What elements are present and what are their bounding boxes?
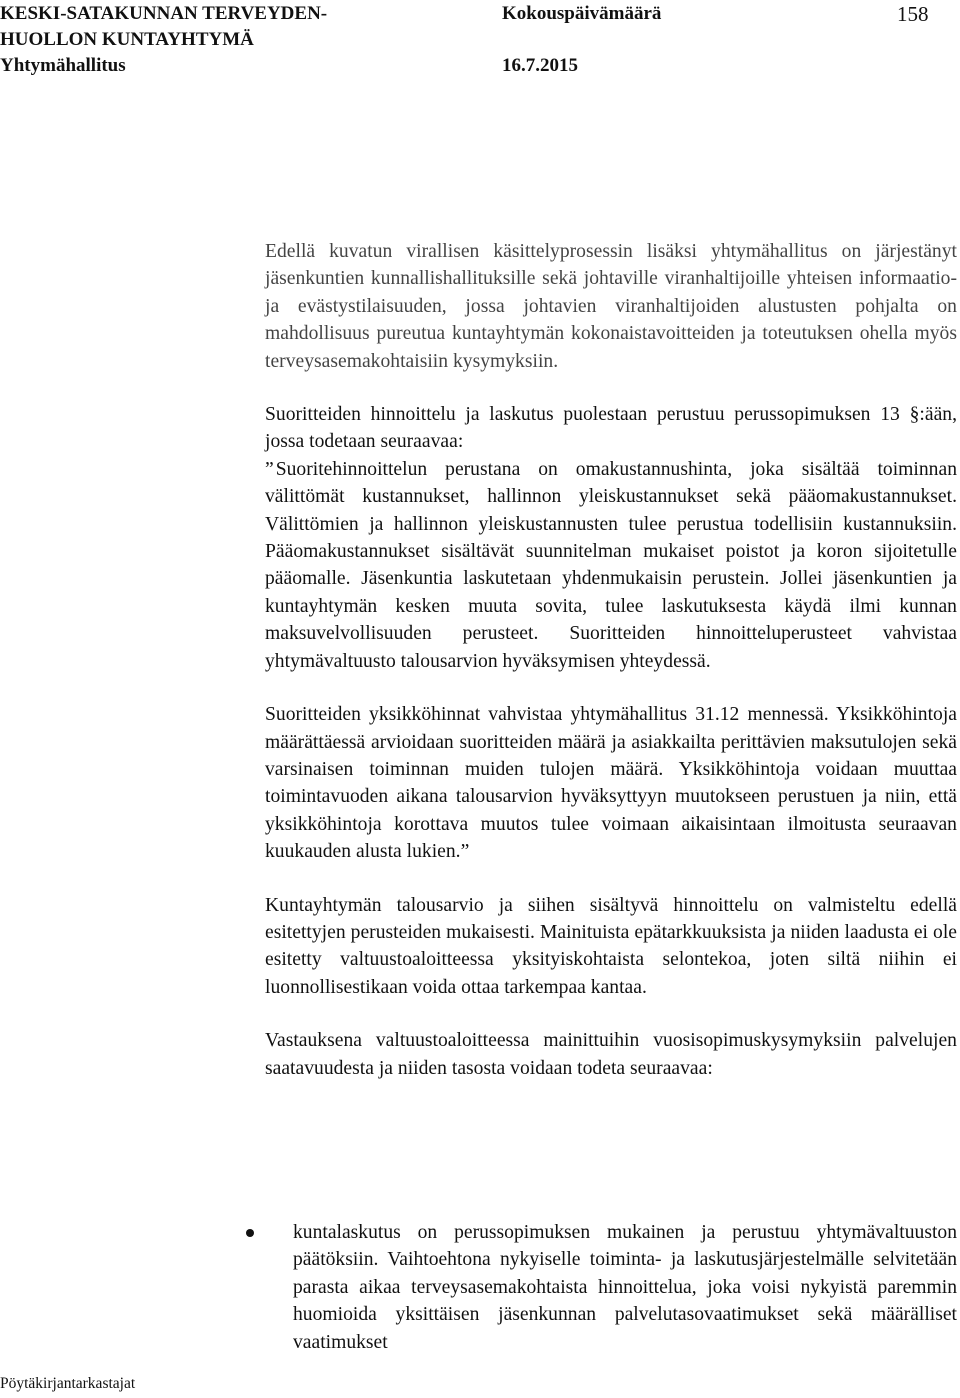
body-name: Yhtymähallitus — [0, 55, 126, 76]
quote-mark: ” — [265, 458, 274, 480]
paragraph-yksikkohinnat: Suoritteiden yksikköhinnat vahvistaa yhtymähallitus 31.12 mennessä. Yksikköhintoja määrättäessä arvioidaan suoritteiden määrä ja asiakkailta perittävien maksutulojen sekä varsinaisen toiminnan muiden tulojen määrä. Yksikköhintoja voidaan muuttaa toimintavuoden aikana talousarvion hyväksyttyyn muutokseen perustuen ja niin, että yksikköhintoja korottava muutos tulee voimaan aikaisintaan ilmoitusta seuraavan kuukauden alusta lukien.” — [265, 704, 957, 863]
paragraph-informaatio: Edellä kuvatun virallisen käsittelyprosessin lisäksi yhtymähallitus on järjestänyt jäsenkuntien kunnallishallituksille sekä johtaville viranhaltijoille yhteisen informaatio- ja evästystilaisuuden, jossa johtavien viranhaltijoiden alustusten pohjalta on mahdollisuus pureutua kuntayhtymän kokonaistavoitteiden ja toteutuksen ohella myös terveysasemakohtaisiin kysymyksiin. — [265, 241, 957, 372]
org-name-line1: KESKI-SATAKUNNAN TERVEYDEN- — [0, 3, 328, 24]
page-number: 158 — [897, 2, 929, 26]
document-body — [265, 238, 957, 1108]
paragraph-talousarvio: Kuntayhtymän talousarvio ja siihen sisältyvä hinnoittelu on valmisteltu edellä esitettyjen perusteiden mukaisesti. Mainituista epätarkkuuksista ja niiden laadusta ei ole esitetty valtuustoaloitteessa yksityiskohtaista selontekoa, joten siltä niihin ei luonnollisestikaan voida ottaa tarkempaa kantaa. — [265, 894, 957, 998]
footer-label: Pöytäkirjantarkastajat — [0, 1375, 136, 1392]
paragraph-hinnoittelu — [265, 401, 957, 675]
org-name-line2: HUOLLON KUNTAYHTYMÄ — [0, 29, 254, 50]
meeting-date: 16.7.2015 — [502, 55, 578, 76]
list-item-text: kuntalaskutus on perussopimuksen mukainen ja perustuu yhtymävaltuuston päätöksiin. Vaihtoehtona nykyiselle toiminta- ja laskutusjärjestelmälle selvitetään parasta aikaa terveysasemakohtaista hinnoittelua, joka voisi nykyistä paremmin huomioida yksittäisen jäsenkunnan palvelutasovaatimukset sekä määrälliset vaatimukset — [293, 1222, 957, 1353]
bullet-icon — [246, 1229, 254, 1237]
paragraph-hinnoittelu-intro: Suoritteiden hinnoittelu ja laskutus puolestaan perustuu perussopimuksen 13 §:ään, jossa todetaan seuraavaa: — [265, 404, 957, 453]
list-item — [224, 1219, 957, 1356]
paragraph-vastauksena: Vastauksena valtuustoaloitteessa mainittuihin vuosisopimuskysymyksiin palvelujen saatavuudesta ja niiden tasosta voidaan todeta seuraavaa: — [265, 1030, 957, 1079]
bullet-list — [224, 1219, 957, 1356]
quoted-text: Suoritehinnoittelun perustana on omakustannushinta, joka sisältää toiminnan välittömät kustannukset, hallinnon yleiskustannukset sekä pääomakustannukset. Välittömien ja hallinnon yleiskustannusten tulee perustua todellisiin kustannuksiin. Pääomakustannukset sisältävät suunnitelman mukaiset poistot ja koron sijoitetulle pääomalle. Jäsenkuntia laskutetaan yhdenmukaisin perustein. Jollei jäsenkuntien ja kuntayhtymän kesken muuta sovita, tulee laskutuksesta käydä ilmi kunnan maksuvelvollisuuden perusteet. Suoritteiden hinnoitteluperusteet vahvistaa yhtymävaltuusto talousarvion hyväksymisen yhteydessä. — [265, 458, 957, 672]
meeting-date-block — [502, 1, 661, 79]
organization-header — [0, 1, 327, 79]
meeting-date-label: Kokouspäivämäärä — [502, 3, 662, 24]
